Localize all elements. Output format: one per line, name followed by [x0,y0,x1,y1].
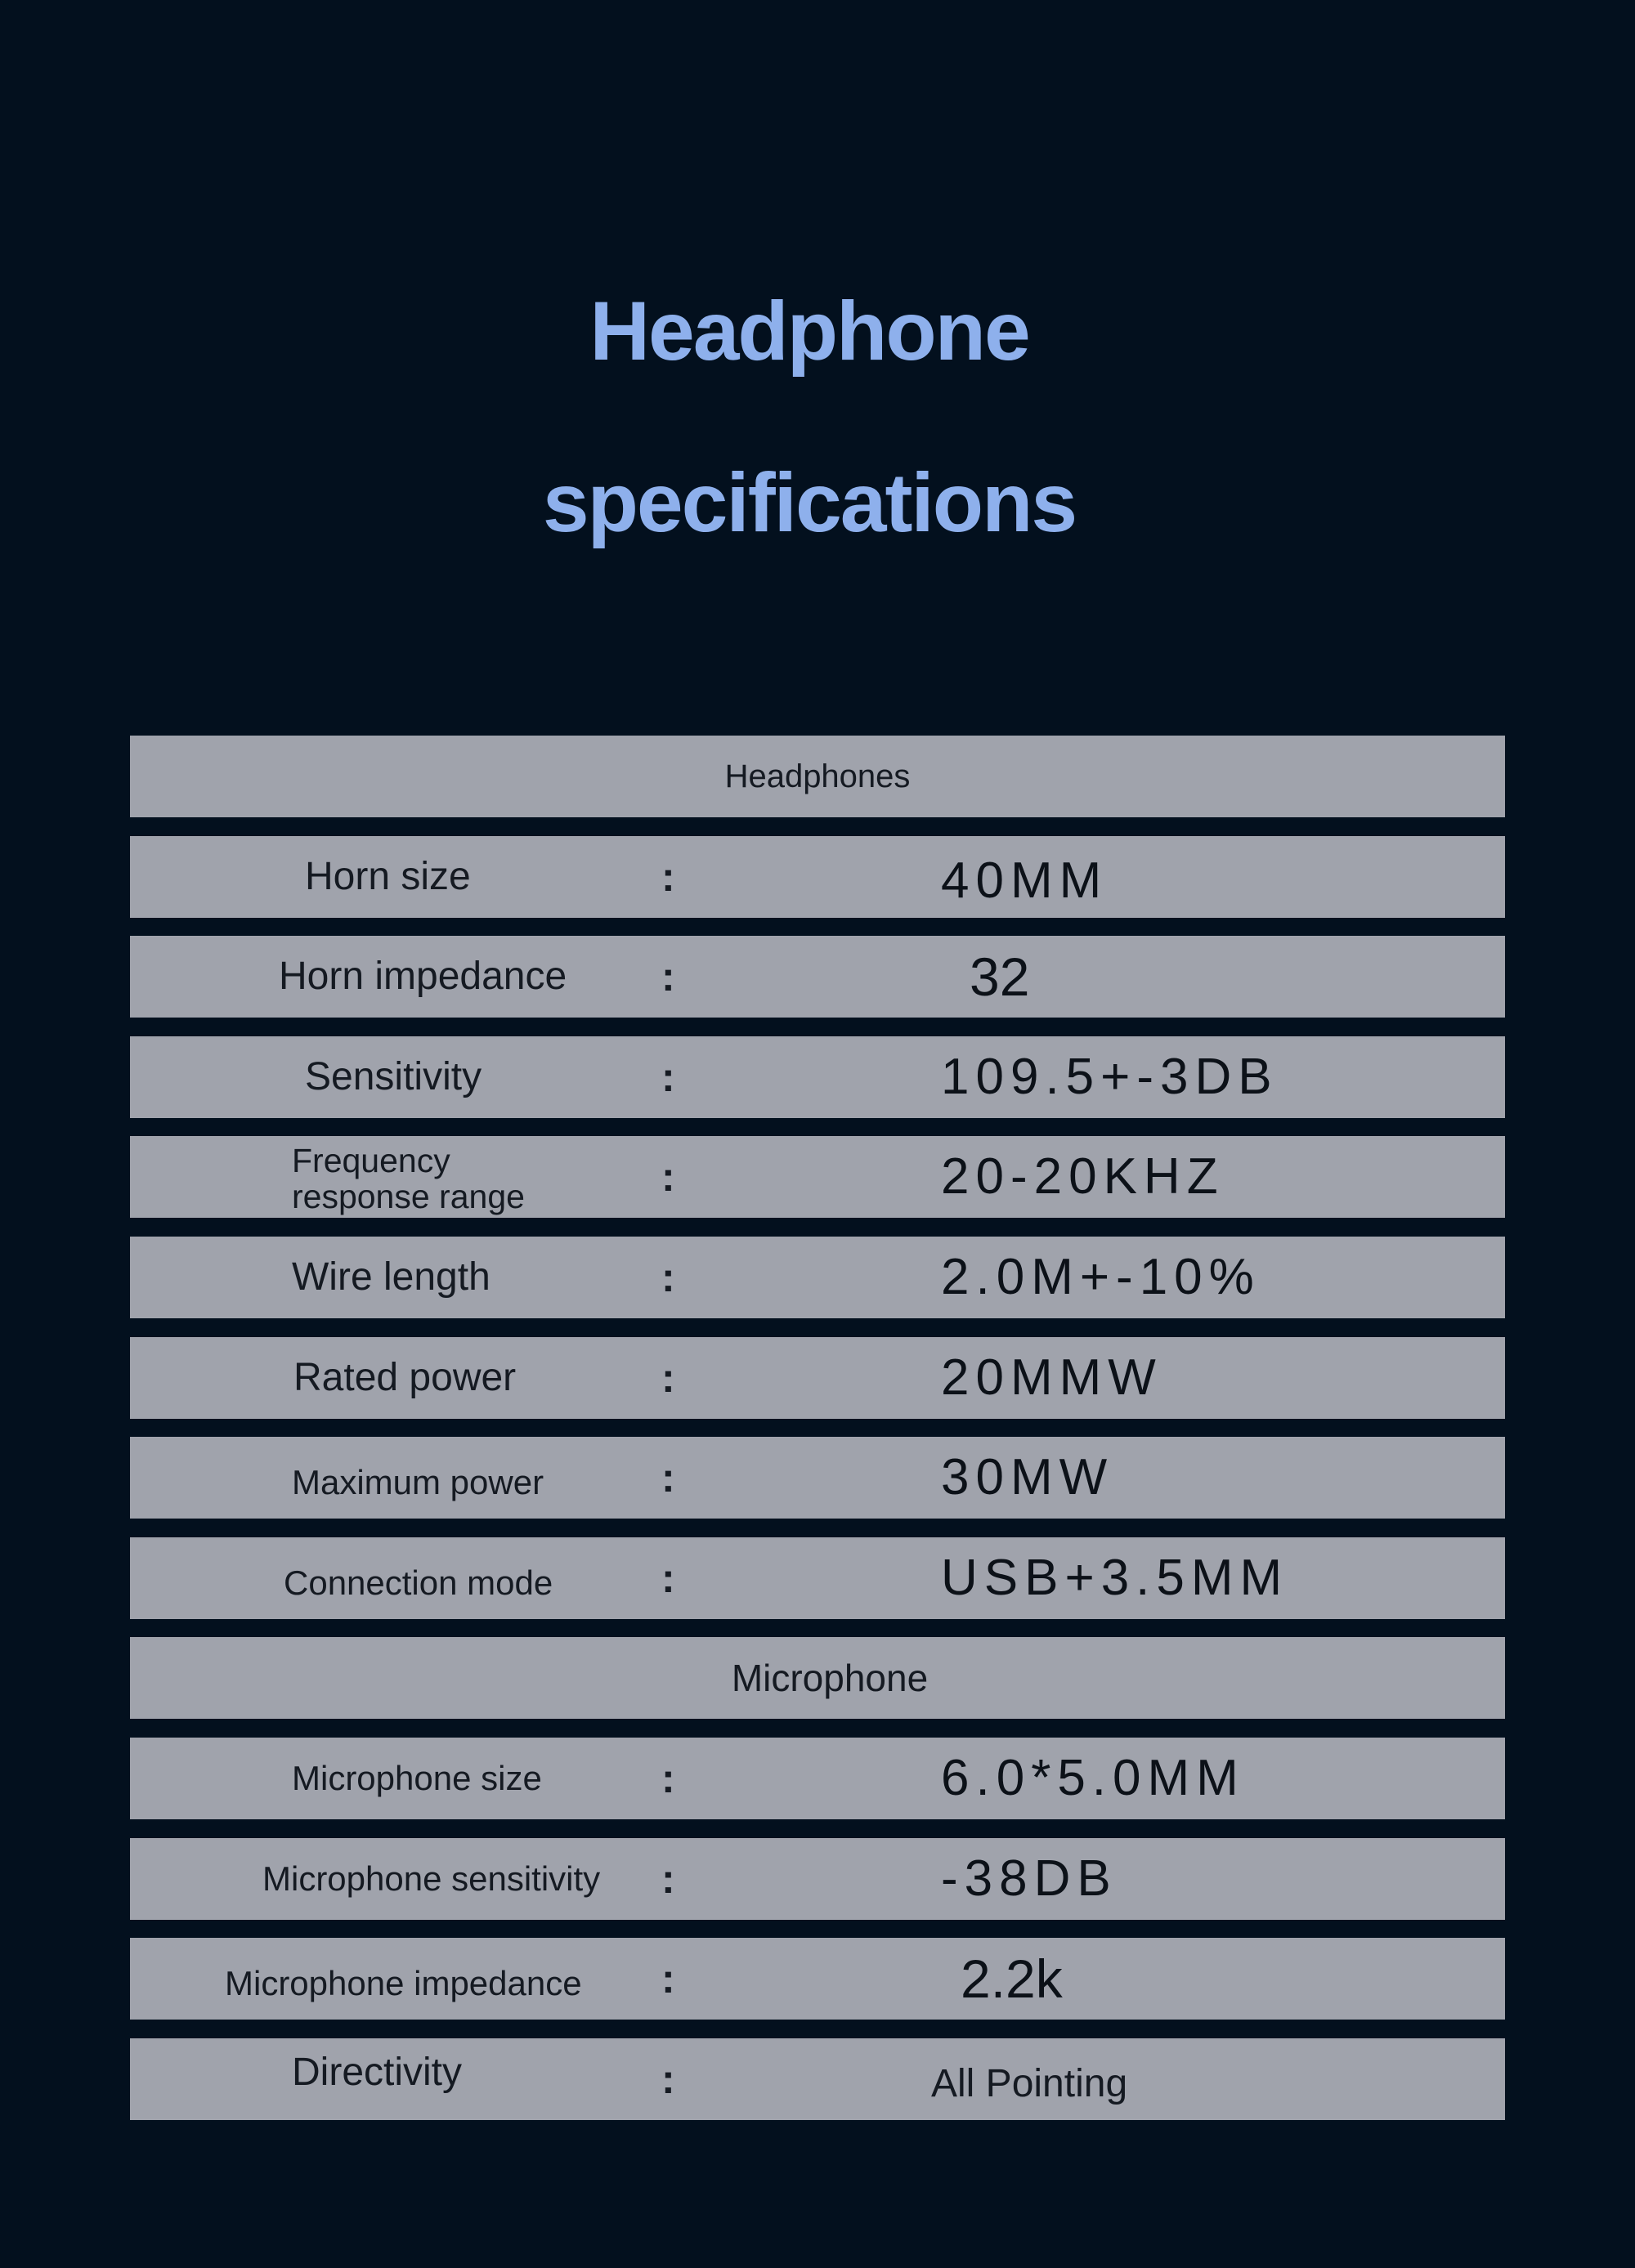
spec-value: 30MW [941,1449,1114,1506]
spec-label-line-1: Frequency [292,1142,450,1180]
spec-separator: : [661,1154,675,1201]
spec-value: -38DB [941,1850,1118,1907]
spec-row-microphone-size [130,1738,1505,1819]
spec-label: Sensitivity [305,1054,482,1098]
spec-value: 2.2k [961,1948,1063,2010]
spec-label-line-2: response range [292,1178,525,1216]
spec-separator: : [661,1053,675,1100]
spec-separator: : [661,1254,675,1300]
section-label: Microphone [731,1657,929,1700]
spec-label: Horn impedance [279,955,567,999]
spec-label: Microphone size [292,1758,542,1797]
spec-separator: : [661,1755,675,1801]
spec-separator: : [661,1554,675,1601]
page-title [0,245,1619,588]
spec-row-microphone-sensitivity [130,1838,1505,1920]
section-header-headphones [130,736,1505,817]
spec-separator: : [661,853,675,900]
spec-label [292,1136,525,1224]
spec-label: Horn size [305,854,471,898]
spec-separator: : [661,954,675,1000]
spec-value: 32 [970,946,1030,1008]
spec-row-microphone-impedance [130,1938,1505,2020]
spec-label: Microphone sensitivity [262,1859,601,1898]
spec-row-horn-impedance [130,936,1505,1018]
spec-value: 2.0M+-10% [941,1248,1261,1305]
spec-value: 6.0*5.0MM [941,1749,1245,1806]
spec-label: Wire length [292,1255,490,1299]
spec-label: Directivity [292,2050,463,2094]
spec-table [130,736,1505,2138]
spec-row-connection-mode [130,1537,1505,1619]
spec-label: Microphone impedance [225,1964,582,2003]
spec-separator: : [661,1455,675,1501]
spec-separator: : [661,2056,675,2102]
spec-row-sensitivity [130,1036,1505,1118]
spec-row-rated-power [130,1337,1505,1419]
spec-label: Connection mode [284,1563,553,1602]
spec-value: 20-20KHZ [941,1148,1225,1206]
spec-label: Rated power [293,1355,517,1399]
spec-value: 20MMW [941,1349,1162,1406]
spec-row-maximum-power [130,1437,1505,1519]
spec-value: USB+3.5MM [941,1549,1289,1606]
spec-separator: : [661,1855,675,1902]
spec-separator: : [661,1354,675,1401]
spec-row-directivity [130,2038,1505,2120]
spec-separator: : [661,1956,675,2002]
section-label: Headphones [724,758,911,794]
spec-row-frequency-response [130,1136,1505,1218]
spec-label: Maximum power [292,1463,544,1502]
section-header-microphone [130,1637,1505,1719]
spec-row-horn-size [130,836,1505,918]
title-line-1: Headphone [589,284,1029,378]
spec-value: All Pointing [931,2061,1128,2105]
title-line-2: specifications [542,456,1077,549]
spec-value: 40MM [941,852,1109,909]
spec-value: 109.5+-3DB [941,1048,1279,1105]
spec-row-wire-length [130,1237,1505,1318]
